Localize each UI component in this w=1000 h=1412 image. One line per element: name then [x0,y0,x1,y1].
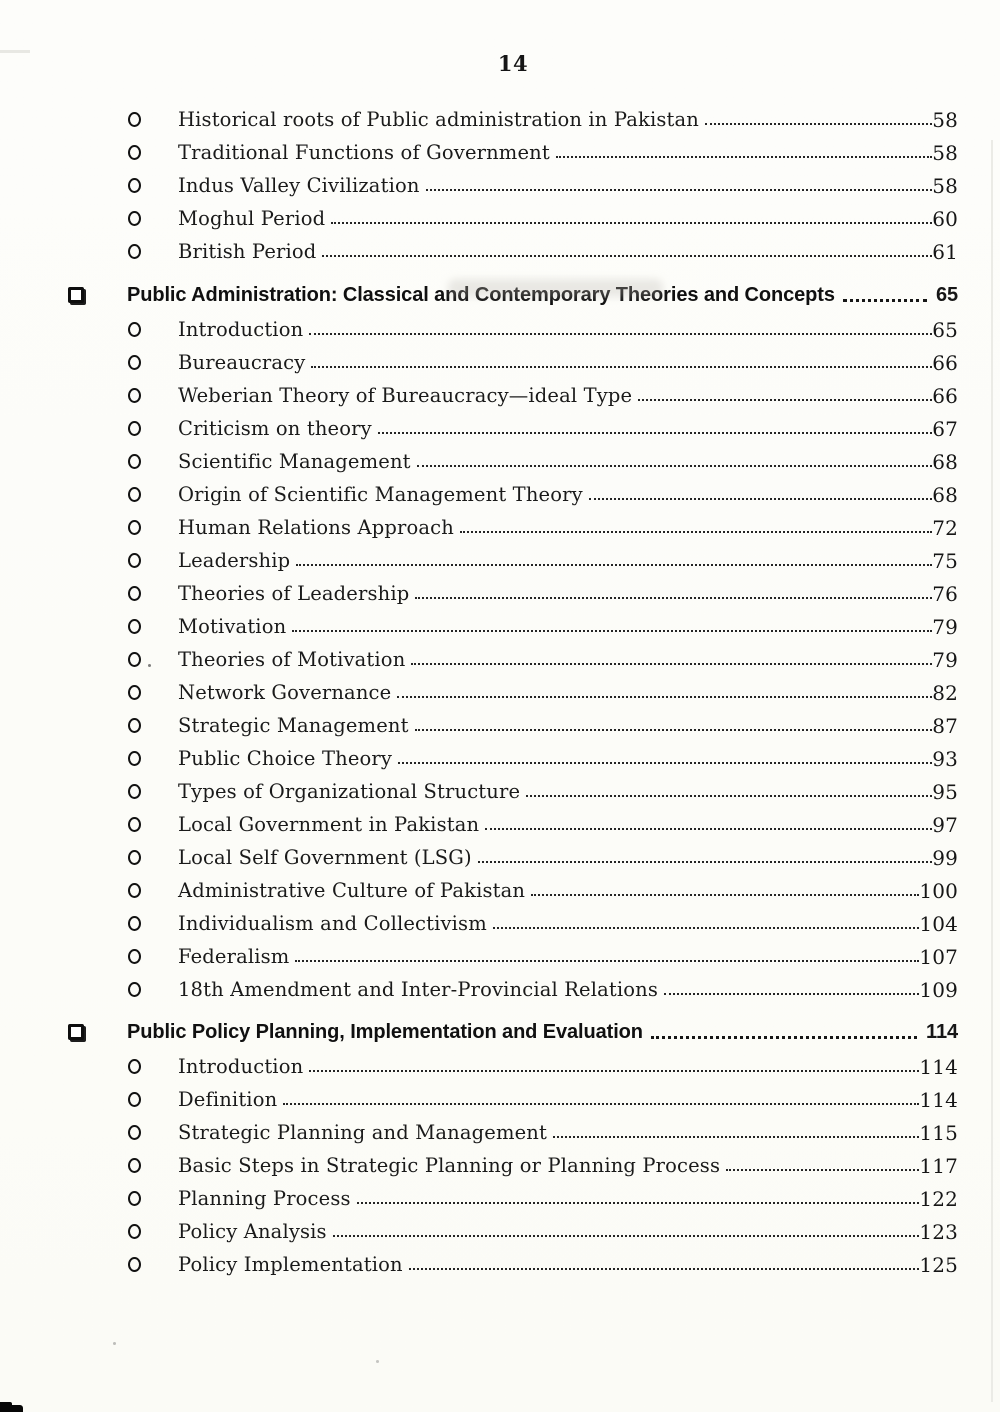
toc-entry-page: 117 [919,1153,958,1178]
toc-entry-label: Introduction [178,318,304,341]
scan-speck-artifact [113,1342,116,1345]
toc-entry-page: 109 [919,977,958,1002]
circle-bullet-icon [128,949,141,964]
dot-leader [331,222,932,224]
toc-entry-page: 58 [932,173,958,198]
toc-entry [0,841,1000,874]
dot-leader [292,630,932,632]
circle-bullet-icon [128,145,141,160]
circle-bullet-icon [128,1257,141,1272]
toc-entry-label: Network Governance [178,681,392,704]
toc-entry [0,346,1000,379]
toc-entry [0,313,1000,346]
circle-bullet-icon [128,1125,141,1140]
dot-leader [397,696,932,698]
toc-entry-page: 72 [932,515,958,540]
toc-entry [0,235,1000,268]
toc-entry-label: Strategic Planning and Management [178,1121,547,1144]
toc-entry-label: 18th Amendment and Inter-Provincial Relations [178,978,659,1001]
section-heading [0,1014,1000,1050]
toc-entry-page: 58 [932,107,958,132]
dot-leader [485,828,932,830]
dot-leader [411,663,932,665]
toc-entry [0,1083,1000,1116]
toc-entry-page: 75 [932,548,958,573]
square-bullet-icon [68,287,84,303]
toc-entry [0,1116,1000,1149]
toc-entry-page: 60 [932,206,958,231]
toc-entry [0,169,1000,202]
toc-entry-label: Strategic Management [178,714,409,737]
dot-leader [309,333,932,335]
table-of-contents [0,103,1000,1281]
toc-entry [0,709,1000,742]
dot-leader [705,123,932,125]
dot-leader [726,1169,919,1171]
scan-corner-mark [0,1405,23,1412]
dot-leader [556,156,932,158]
toc-entry-page: 97 [932,812,958,837]
dot-leader [589,498,933,500]
dot-leader [311,366,932,368]
circle-bullet-icon [128,322,141,337]
toc-entry [0,742,1000,775]
circle-bullet-icon [128,211,141,226]
dot-leader [843,299,927,302]
dot-leader [322,255,932,257]
toc-entry-page: 107 [919,944,958,969]
circle-bullet-icon [128,454,141,469]
circle-bullet-icon [128,982,141,997]
dot-leader [309,1070,919,1072]
circle-bullet-icon [128,1224,141,1239]
toc-entry-page: 79 [932,647,958,672]
circle-bullet-icon [128,586,141,601]
toc-entry-page: 61 [932,239,958,264]
toc-entry-page: 58 [932,140,958,165]
toc-entry-page: 68 [932,482,958,507]
dot-leader [417,465,933,467]
square-bullet-icon [68,1024,84,1040]
toc-entry-page: 122 [919,1186,958,1211]
circle-bullet-icon [128,850,141,865]
toc-entry-page: 82 [932,680,958,705]
circle-bullet-icon [128,784,141,799]
circle-bullet-icon [128,553,141,568]
toc-entry [0,478,1000,511]
toc-entry [0,907,1000,940]
toc-entry [0,940,1000,973]
section-page: 114 [926,1020,958,1043]
dot-leader [553,1136,919,1138]
toc-entry-page: 95 [932,779,958,804]
toc-entry [0,103,1000,136]
toc-entry-label: Scientific Management [178,450,411,473]
toc-entry [0,511,1000,544]
toc-entry-page: 65 [932,317,958,342]
toc-entry-label: Individualism and Collectivism [178,912,487,935]
toc-entry [0,973,1000,1006]
toc-entry-page: 114 [919,1054,958,1079]
dot-leader [415,597,932,599]
dot-leader [296,564,932,566]
toc-entry [0,412,1000,445]
toc-entry-label: Administrative Culture of Pakistan [178,879,526,902]
circle-bullet-icon [128,1158,141,1173]
dot-leader [295,960,919,962]
toc-entry [0,445,1000,478]
scanned-book-page [0,50,1000,1412]
circle-bullet-icon [128,355,141,370]
toc-entry [0,136,1000,169]
toc-entry-label: Local Government in Pakistan [178,813,480,836]
dot-leader [493,927,920,929]
toc-entry-label: Local Self Government (LSG) [178,846,472,869]
toc-entry-page: 99 [932,845,958,870]
circle-bullet-icon [128,1191,141,1206]
dot-leader [531,894,919,896]
circle-bullet-icon [128,883,141,898]
toc-entry-label: Public Choice Theory [178,747,393,770]
circle-bullet-icon [128,916,141,931]
toc-entry-label: Criticism on theory [178,417,372,440]
section-heading [0,277,1000,313]
dot-leader [526,795,932,797]
toc-entry-label: Theories of Motivation [178,648,406,671]
toc-entry-label: Definition [178,1088,278,1111]
toc-entry [0,1149,1000,1182]
circle-bullet-icon [128,244,141,259]
toc-entry-page: 67 [932,416,958,441]
dot-leader [460,531,932,533]
toc-entry-page: 123 [919,1219,958,1244]
dot-leader [651,1036,917,1039]
dot-leader [398,762,932,764]
toc-entry-label: Types of Organizational Structure [178,780,521,803]
toc-entry [0,676,1000,709]
toc-entry [0,379,1000,412]
dot-leader [664,993,919,995]
toc-entry-label: Motivation [178,615,287,638]
dot-leader [426,189,933,191]
toc-entry-page: 76 [932,581,958,606]
toc-entry-page: 125 [919,1252,958,1277]
toc-entry-label: Origin of Scientific Management Theory [178,483,583,506]
dot-leader [415,729,933,731]
toc-entry-label: Basic Steps in Strategic Planning or Planning Process [178,1154,721,1177]
dot-leader [638,399,932,401]
toc-entry-page: 114 [919,1087,958,1112]
toc-entry-page: 66 [932,383,958,408]
circle-bullet-icon [128,652,141,667]
page-number: 14 [497,51,529,76]
toc-entry-label: Policy Implementation [178,1253,403,1276]
dot-leader [283,1103,919,1105]
toc-entry-label: Introduction [178,1055,304,1078]
toc-entry-label: Moghul Period [178,207,326,230]
circle-bullet-icon [128,112,141,127]
toc-entry [0,808,1000,841]
circle-bullet-icon [128,685,141,700]
circle-bullet-icon [128,421,141,436]
dot-leader [378,432,932,434]
toc-entry-label: Federalism [178,945,290,968]
circle-bullet-icon [128,388,141,403]
toc-entry [0,1050,1000,1083]
section-title: Public Administration: Classical and Contemporary Theories and Concepts [127,283,835,306]
toc-entry-page: 93 [932,746,958,771]
circle-bullet-icon [128,619,141,634]
toc-entry-page: 87 [932,713,958,738]
toc-entry-page: 100 [919,878,958,903]
toc-entry [0,610,1000,643]
toc-entry-page: 115 [919,1120,958,1145]
toc-entry-label: Indus Valley Civilization [178,174,420,197]
toc-entry [0,544,1000,577]
toc-entry-label: Policy Analysis [178,1220,327,1243]
circle-bullet-icon [128,751,141,766]
toc-entry-label: Planning Process [178,1187,351,1210]
toc-entry-label: Human Relations Approach [178,516,454,539]
toc-entry-label: British Period [178,240,317,263]
circle-bullet-icon [128,1092,141,1107]
circle-bullet-icon [128,520,141,535]
toc-entry [0,1182,1000,1215]
toc-entry-page: 66 [932,350,958,375]
toc-entry [0,1248,1000,1281]
toc-entry [0,874,1000,907]
circle-bullet-icon [128,817,141,832]
toc-entry-label: Weberian Theory of Bureaucracy—ideal Type [178,384,633,407]
dot-leader [478,861,932,863]
section-page: 65 [935,283,958,306]
section-title: Public Policy Planning, Implementation and Evaluation [127,1020,643,1043]
circle-bullet-icon [128,487,141,502]
toc-entry-label: Theories of Leadership [178,582,410,605]
toc-entry-label: Bureaucracy [178,351,306,374]
circle-bullet-icon [128,718,141,733]
toc-entry-label: Historical roots of Public administration in Pakistan [178,108,700,131]
dot-leader [333,1235,920,1237]
toc-entry-page: 104 [919,911,958,936]
toc-entry-page: 68 [932,449,958,474]
toc-entry [0,202,1000,235]
dot-leader [409,1268,920,1270]
toc-entry-page: 79 [932,614,958,639]
circle-bullet-icon [128,1059,141,1074]
toc-entry [0,1215,1000,1248]
dot-leader [357,1202,920,1204]
toc-entry-label: Leadership [178,549,291,572]
toc-entry [0,577,1000,610]
toc-entry [0,643,1000,676]
toc-entry [0,775,1000,808]
scan-corner-mark [0,1402,12,1412]
toc-entry-label: Traditional Functions of Government [178,141,550,164]
circle-bullet-icon [128,178,141,193]
